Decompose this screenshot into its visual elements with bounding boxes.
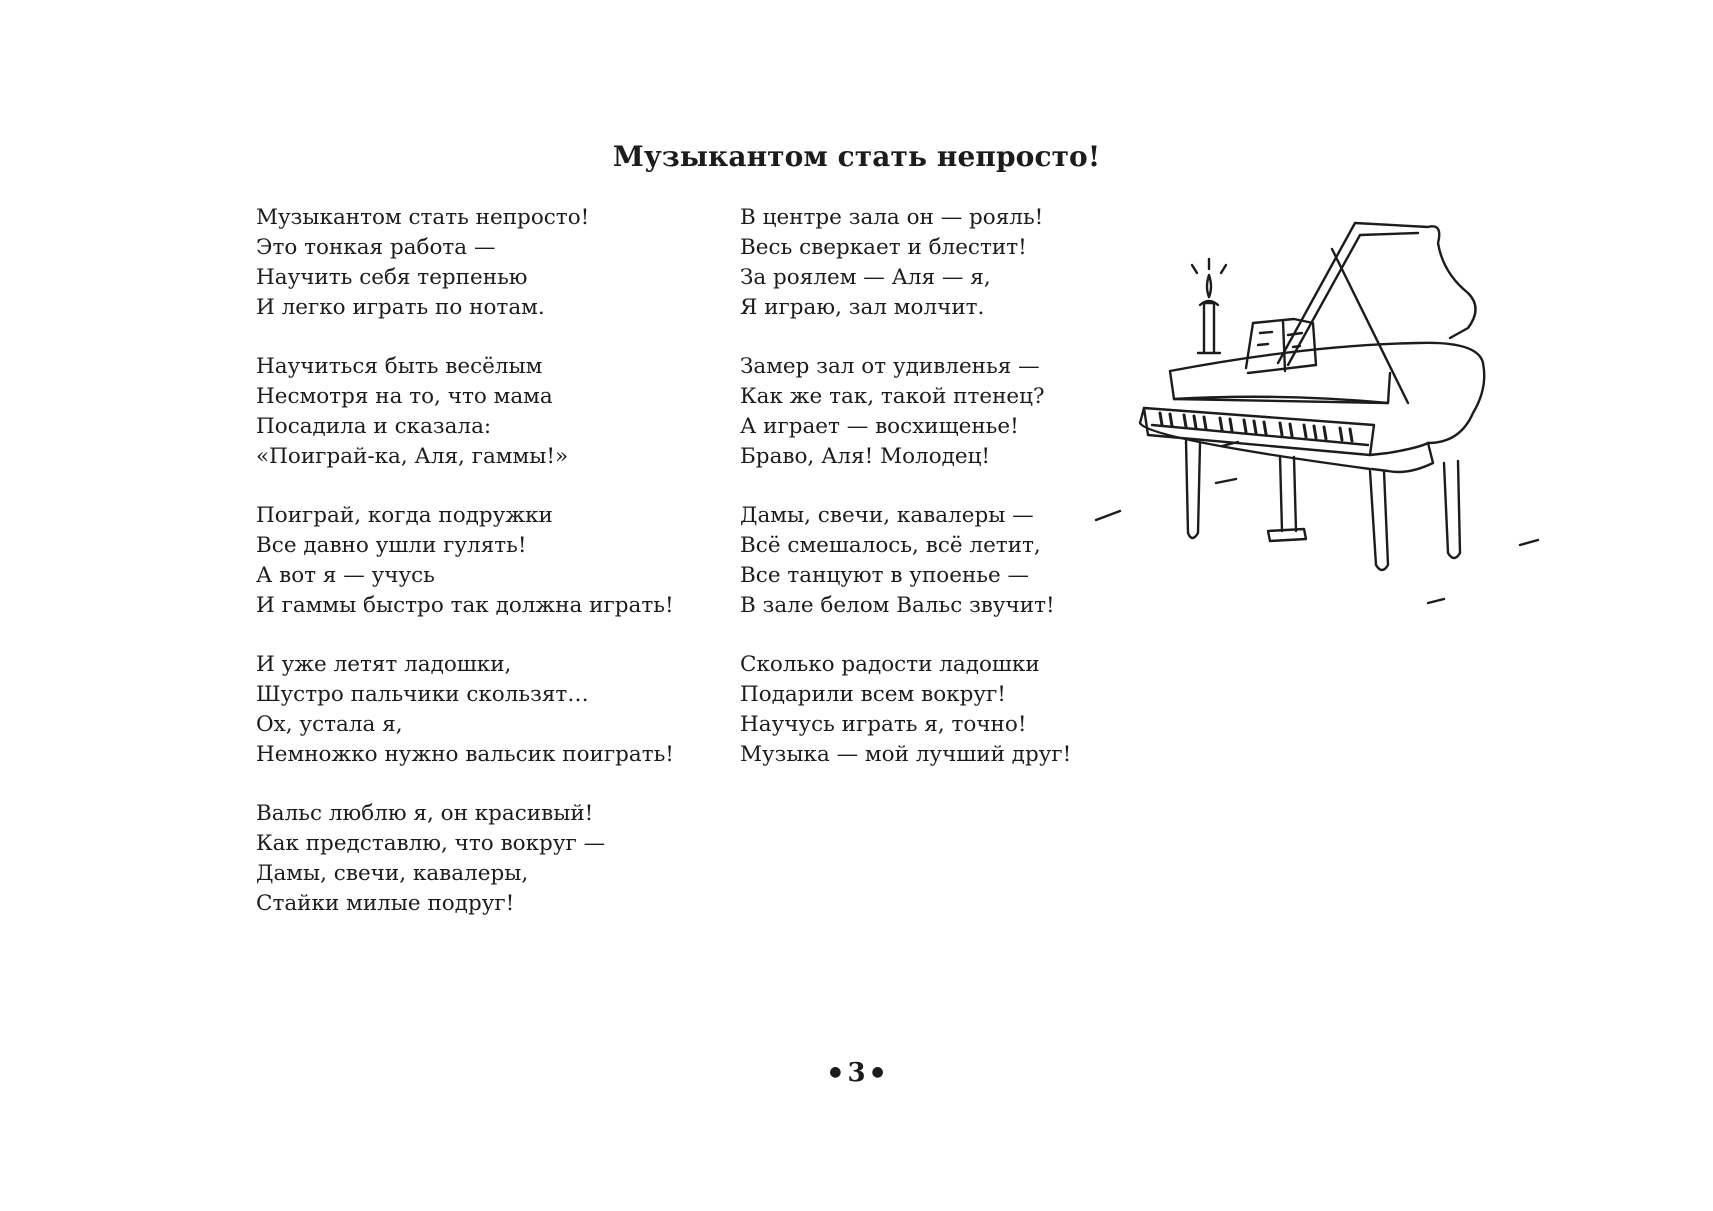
stanza xyxy=(740,650,1140,770)
page-title: Музыкантом стать непросто! xyxy=(612,139,1101,173)
verse-line: Шустро пальчики скользят… xyxy=(256,682,589,707)
verse-line: Музыкантом стать непросто! xyxy=(256,205,590,230)
verse-line: Научить себя терпенью xyxy=(256,265,528,290)
bullet-dot-icon: ● xyxy=(829,1064,842,1080)
verse-line: И гаммы быстро так должна играть! xyxy=(256,593,674,618)
stanza xyxy=(256,799,696,919)
stanza xyxy=(256,650,696,770)
stanza xyxy=(256,501,696,621)
verse-line: Подарили всем вокруг! xyxy=(740,682,1006,707)
verse-line: Немножко нужно вальсик поиграть! xyxy=(256,742,674,767)
verse-line: Несмотря на то, что мама xyxy=(256,384,553,409)
verse-line: Браво, Аля! Молодец! xyxy=(740,444,991,469)
verse-line: Вальс люблю я, он красивый! xyxy=(256,801,594,826)
verse-line: Дамы, свечи, кавалеры, xyxy=(256,861,529,886)
verse-line: Сколько радости ладошки xyxy=(740,652,1040,677)
stanza xyxy=(256,352,696,472)
bullet-dot-icon: ● xyxy=(871,1064,884,1080)
grand-piano-icon xyxy=(1088,213,1548,613)
stanza xyxy=(256,203,696,323)
verse-line: Дамы, свечи, кавалеры — xyxy=(740,503,1034,528)
verse-line: Все танцуют в упоенье — xyxy=(740,563,1030,588)
verse-line: И легко играть по нотам. xyxy=(256,295,545,320)
verse-line: Всё смешалось, всё летит, xyxy=(740,533,1041,558)
poem-column-left xyxy=(256,203,696,948)
verse-line: Как же так, такой птенец? xyxy=(740,384,1045,409)
stanza xyxy=(740,203,1140,323)
verse-line: Научиться быть весёлым xyxy=(256,354,543,379)
verse-line: В зале белом Вальс звучит! xyxy=(740,593,1055,618)
stanza xyxy=(740,501,1140,621)
verse-line: И уже летят ладошки, xyxy=(256,652,512,677)
verse-line: Поиграй, когда подружки xyxy=(256,503,553,528)
verse-line: «Поиграй-ка, Аля, гаммы!» xyxy=(256,444,569,469)
verse-line: Научусь играть я, точно! xyxy=(740,712,1027,737)
verse-line: Все давно ушли гулять! xyxy=(256,533,527,558)
verse-line: Замер зал от удивленья — xyxy=(740,354,1040,379)
verse-line: Стайки милые подруг! xyxy=(256,891,515,916)
verse-line: В центре зала он — рояль! xyxy=(740,205,1044,230)
poem-column-right xyxy=(740,203,1140,799)
verse-line: Весь сверкает и блестит! xyxy=(740,235,1027,260)
verse-line: За роялем — Аля — я, xyxy=(740,265,991,290)
verse-line: А играет — восхищенье! xyxy=(740,414,1019,439)
verse-line: Я играю, зал молчит. xyxy=(740,295,985,320)
stanza xyxy=(740,352,1140,472)
page-number-value: 3 xyxy=(847,1058,866,1088)
verse-line: А вот я — учусь xyxy=(256,563,435,588)
verse-line: Музыка — мой лучший друг! xyxy=(740,742,1072,767)
page-number xyxy=(0,1058,1713,1088)
verse-line: Это тонкая работа — xyxy=(256,235,496,260)
verse-line: Как представлю, что вокруг — xyxy=(256,831,606,856)
verse-line: Ох, устала я, xyxy=(256,712,403,737)
verse-line: Посадила и сказала: xyxy=(256,414,492,439)
